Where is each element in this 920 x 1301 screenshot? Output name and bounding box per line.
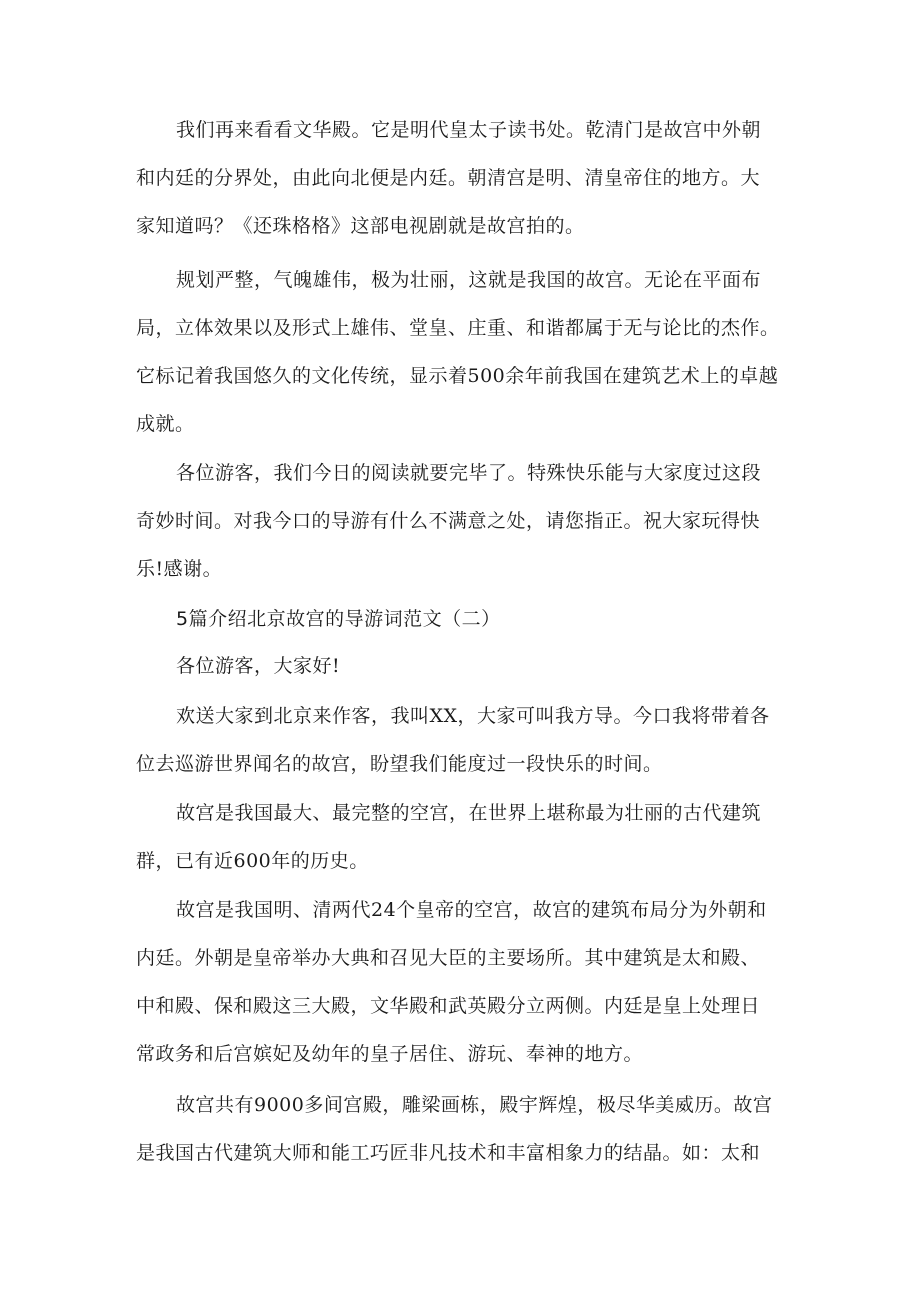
text-line: 内廷。外朝是皇帝举办大典和召见大臣的主要场所。其中建筑是太和殿、 bbox=[136, 947, 761, 969]
section-heading-text: 5篇介绍北京故宫的导游词范文（二） bbox=[176, 608, 501, 630]
text-line: 乐!感谢。 bbox=[136, 558, 223, 580]
paragraph-palace-halls bbox=[136, 1081, 796, 1177]
text-line: 故宫是我国最大、最完整的空宫，在世界上堪称最为壮丽的古代建筑 bbox=[176, 802, 762, 824]
text-line: 故宫共有9000多间宫殿，雕梁画栋，殿宇辉煌，极尽华美威历。故宫 bbox=[176, 1094, 773, 1116]
section-heading bbox=[136, 595, 796, 643]
paragraph-farewell bbox=[136, 449, 796, 593]
text-line: 奇妙时间。对我今口的导游有什么不满意之处，请您指正。祝大家玩得快 bbox=[136, 510, 761, 532]
text-line: 规划严整，气魄雄伟，极为壮丽，这就是我国的故宫。无论在平面布 bbox=[176, 269, 762, 291]
text-line: 是我国古代建筑大师和能工巧匠非凡技术和丰富相象力的结晶。如：太和 bbox=[136, 1142, 761, 1164]
paragraph-palace-intro bbox=[136, 789, 796, 885]
paragraph-palace-layout bbox=[136, 256, 796, 448]
text-line: 和内廷的分界处，由此向北便是内廷。朝清宫是明、清皇帝住的地方。大 bbox=[136, 167, 761, 189]
text-line: 各位游客，大家好! bbox=[176, 655, 341, 677]
text-line: 家知道吗？《还珠格格》这部电视剧就是故宫拍的。 bbox=[136, 215, 585, 237]
paragraph-wenhua-hall bbox=[136, 106, 796, 250]
text-line: 它标记着我国悠久的文化传统，显示着500余年前我国在建筑艺术上的卓越 bbox=[136, 365, 779, 387]
text-line: 欢送大家到北京来作客，我叫XX，大家可叫我方导。今口我将带着各 bbox=[176, 705, 770, 727]
paragraph-greeting bbox=[136, 642, 796, 690]
text-line: 常政务和后宫嫔妃及幼年的皇子居住、游玩、奉神的地方。 bbox=[136, 1043, 644, 1065]
text-line: 各位游客，我们今日的阅读就要完毕了。特殊快乐能与大家度过这段 bbox=[176, 462, 762, 484]
text-line: 中和殿、保和殿这三大殿，文华殿和武英殿分立两侧。内廷是皇上处理日 bbox=[136, 995, 761, 1017]
text-line: 故宫是我国明、清两代24个皇帝的空宫，故宫的建筑布局分为外朝和 bbox=[176, 899, 767, 921]
text-line: 成就。 bbox=[136, 413, 195, 435]
text-line: 局，立体效果以及形式上雄伟、堂皇、庄重、和谐都属于无与论比的杰作。 bbox=[136, 317, 780, 339]
text-line: 群，已有近600年的历史。 bbox=[136, 850, 369, 872]
text-line: 位去巡游世界闻名的故宫，盼望我们能度过一段快乐的时间。 bbox=[136, 753, 663, 775]
text-line: 我们再来看看文华殿。它是明代皇太子读书处。乾清门是故宫中外朝 bbox=[176, 119, 762, 141]
paragraph-welcome bbox=[136, 692, 796, 788]
paragraph-outer-inner-court bbox=[136, 886, 796, 1078]
